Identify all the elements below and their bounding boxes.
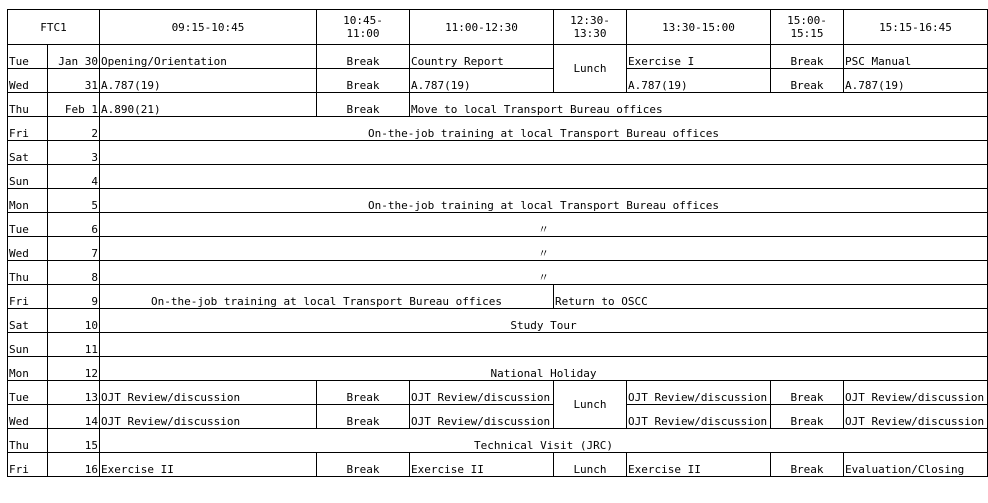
lunch-block: Lunch xyxy=(554,381,627,429)
day-cell: Tue xyxy=(8,381,48,405)
date-cell: 8 xyxy=(48,261,100,285)
header-corner: FTC1 xyxy=(8,10,100,45)
slot-6-cell: Break xyxy=(771,69,844,93)
slot-7-cell: PSC Manual xyxy=(844,45,988,69)
slot-1-cell: OJT Review/discussion xyxy=(100,405,317,429)
table-row xyxy=(8,213,988,237)
afternoon-span-cell: Move to local Transport Bureau offices xyxy=(410,93,988,117)
day-cell: Tue xyxy=(8,213,48,237)
slot-5-cell: Exercise II xyxy=(627,453,771,477)
day-cell: Thu xyxy=(8,93,48,117)
table-row xyxy=(8,237,988,261)
day-cell: Sun xyxy=(8,165,48,189)
table-row xyxy=(8,93,988,117)
slot-1-cell: Opening/Orientation xyxy=(100,45,317,69)
slot-1-cell: A.890(21) xyxy=(100,93,317,117)
full-day-cell: Technical Visit (JRC) xyxy=(100,429,988,453)
slot-2-cell: Break xyxy=(317,45,410,69)
slot-4-cell: Lunch xyxy=(554,453,627,477)
date-cell: 12 xyxy=(48,357,100,381)
header-slot-6: 15:00- 15:15 xyxy=(771,10,844,45)
ditto-mark-cell: 〃 xyxy=(100,237,988,261)
morning-span-cell: On-the-job training at local Transport Bureau offices xyxy=(100,285,554,309)
slot-3-cell: Exercise II xyxy=(410,453,554,477)
table-row xyxy=(8,357,988,381)
date-cell: 31 xyxy=(48,69,100,93)
day-cell: Tue xyxy=(8,45,48,69)
date-cell: 2 xyxy=(48,117,100,141)
lunch-block: Lunch xyxy=(554,45,627,93)
full-day-cell: On-the-job training at local Transport Bureau offices xyxy=(100,189,988,213)
table-row xyxy=(8,141,988,165)
table-row xyxy=(8,69,988,93)
table-row xyxy=(8,261,988,285)
slot-6-cell: Break xyxy=(771,405,844,429)
slot-2-cell: Break xyxy=(317,453,410,477)
date-cell: Jan 30 xyxy=(48,45,100,69)
day-cell: Fri xyxy=(8,453,48,477)
slot-6-cell: Break xyxy=(771,381,844,405)
slot-3-cell: OJT Review/discussion xyxy=(410,405,554,429)
slot-5-cell: A.787(19) xyxy=(627,69,771,93)
slot-6-cell: Break xyxy=(771,453,844,477)
date-cell: 4 xyxy=(48,165,100,189)
table-row xyxy=(8,405,988,429)
schedule-table xyxy=(7,9,988,477)
table-row xyxy=(8,165,988,189)
day-cell: Wed xyxy=(8,405,48,429)
date-cell: 13 xyxy=(48,381,100,405)
ditto-mark-cell: 〃 xyxy=(100,213,988,237)
slot-2-cell: Break xyxy=(317,405,410,429)
slot-5-cell: Exercise I xyxy=(627,45,771,69)
table-row xyxy=(8,189,988,213)
slot-1-cell: OJT Review/discussion xyxy=(100,381,317,405)
date-cell: 9 xyxy=(48,285,100,309)
slot-6-cell: Break xyxy=(771,45,844,69)
table-row xyxy=(8,429,988,453)
day-cell: Thu xyxy=(8,261,48,285)
day-cell: Fri xyxy=(8,117,48,141)
full-day-cell xyxy=(100,165,988,189)
slot-3-cell: Country Report xyxy=(410,45,554,69)
date-cell: Feb 1 xyxy=(48,93,100,117)
table-row xyxy=(8,333,988,357)
day-cell: Mon xyxy=(8,189,48,213)
date-cell: 3 xyxy=(48,141,100,165)
date-cell: 14 xyxy=(48,405,100,429)
day-cell: Fri xyxy=(8,285,48,309)
date-cell: 11 xyxy=(48,333,100,357)
header-slot-3: 11:00-12:30 xyxy=(410,10,554,45)
day-cell: Wed xyxy=(8,237,48,261)
slot-2-cell: Break xyxy=(317,381,410,405)
header-slot-1: 09:15-10:45 xyxy=(100,10,317,45)
table-row xyxy=(8,381,988,405)
full-day-cell: Study Tour xyxy=(100,309,988,333)
header-slot-2: 10:45- 11:00 xyxy=(317,10,410,45)
slot-5-cell: OJT Review/discussion xyxy=(627,381,771,405)
slot-7-cell: OJT Review/discussion xyxy=(844,405,988,429)
date-cell: 15 xyxy=(48,429,100,453)
slot-1-cell: Exercise II xyxy=(100,453,317,477)
ditto-mark-cell: 〃 xyxy=(100,261,988,285)
header-slot-7: 15:15-16:45 xyxy=(844,10,988,45)
day-cell: Sun xyxy=(8,333,48,357)
slot-7-cell: OJT Review/discussion xyxy=(844,381,988,405)
full-day-cell xyxy=(100,141,988,165)
full-day-cell: On-the-job training at local Transport Bureau offices xyxy=(100,117,988,141)
slot-2-cell: Break xyxy=(317,93,410,117)
table-row xyxy=(8,285,988,309)
afternoon-span-cell: Return to OSCC xyxy=(554,285,988,309)
slot-3-cell: A.787(19) xyxy=(410,69,554,93)
table-row xyxy=(8,453,988,477)
date-cell: 5 xyxy=(48,189,100,213)
table-row xyxy=(8,117,988,141)
slot-7-cell: Evaluation/Closing xyxy=(844,453,988,477)
table-row xyxy=(8,309,988,333)
date-cell: 10 xyxy=(48,309,100,333)
slot-2-cell: Break xyxy=(317,69,410,93)
date-cell: 6 xyxy=(48,213,100,237)
day-cell: Thu xyxy=(8,429,48,453)
day-cell: Mon xyxy=(8,357,48,381)
slot-1-cell: A.787(19) xyxy=(100,69,317,93)
day-cell: Sat xyxy=(8,141,48,165)
full-day-cell: National Holiday xyxy=(100,357,988,381)
header-slot-4: 12:30- 13:30 xyxy=(554,10,627,45)
day-cell: Sat xyxy=(8,309,48,333)
slot-7-cell: A.787(19) xyxy=(844,69,988,93)
date-cell: 16 xyxy=(48,453,100,477)
day-cell: Wed xyxy=(8,69,48,93)
header-slot-5: 13:30-15:00 xyxy=(627,10,771,45)
full-day-cell xyxy=(100,333,988,357)
slot-5-cell: OJT Review/discussion xyxy=(627,405,771,429)
slot-3-cell: OJT Review/discussion xyxy=(410,381,554,405)
table-row xyxy=(8,45,988,69)
header-row xyxy=(8,10,988,45)
date-cell: 7 xyxy=(48,237,100,261)
